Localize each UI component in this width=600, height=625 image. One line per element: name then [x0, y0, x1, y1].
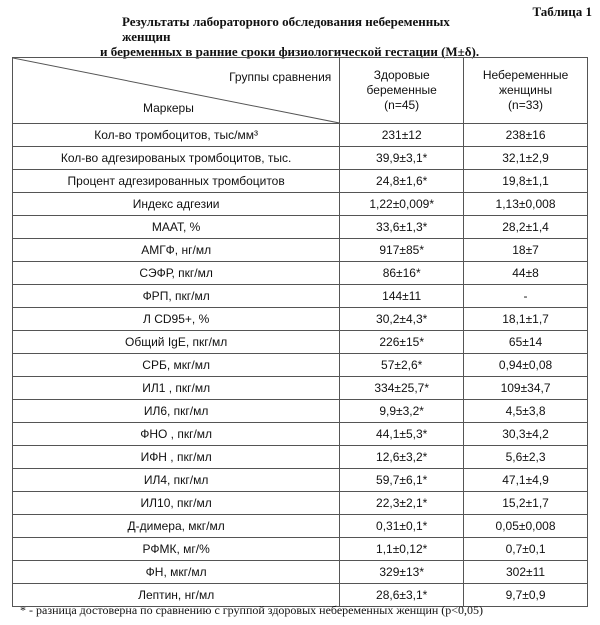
marker-cell: СЭФР, пкг/мл: [13, 262, 340, 285]
nonpregnant-value-cell: 238±16: [464, 124, 588, 147]
healthy-value-cell: 22,3±2,1*: [340, 492, 464, 515]
table-row: [13, 538, 588, 561]
header-nonpregnant-n: (n=33): [508, 98, 544, 112]
table-row: [13, 469, 588, 492]
marker-cell: Общий IgE, пкг/мл: [13, 331, 340, 354]
marker-cell: Индекс адгезии: [13, 193, 340, 216]
table-row: [13, 193, 588, 216]
table-row: [13, 239, 588, 262]
table-row: [13, 446, 588, 469]
nonpregnant-value-cell: 65±14: [464, 331, 588, 354]
nonpregnant-value-cell: 18,1±1,7: [464, 308, 588, 331]
header-healthy-pregnant: [340, 58, 464, 124]
header-healthy-line2: беременные: [366, 83, 437, 97]
healthy-value-cell: 44,1±5,3*: [340, 423, 464, 446]
nonpregnant-value-cell: 44±8: [464, 262, 588, 285]
marker-cell: ФРП, пкг/мл: [13, 285, 340, 308]
healthy-value-cell: 59,7±6,1*: [340, 469, 464, 492]
nonpregnant-value-cell: -: [464, 285, 588, 308]
groups-label: Группы сравнения: [229, 70, 332, 84]
healthy-value-cell: 144±11: [340, 285, 464, 308]
healthy-value-cell: 39,9±3,1*: [340, 147, 464, 170]
table-row: [13, 262, 588, 285]
marker-cell: Л CD95+, %: [13, 308, 340, 331]
marker-cell: СРБ, мкг/мл: [13, 354, 340, 377]
nonpregnant-value-cell: 0,05±0,008: [464, 515, 588, 538]
nonpregnant-value-cell: 109±34,7: [464, 377, 588, 400]
marker-cell: Кол-во адгезированых тромбоцитов, тыс.: [13, 147, 340, 170]
nonpregnant-value-cell: 9,7±0,9: [464, 584, 588, 607]
table-row: [13, 170, 588, 193]
markers-label: Маркеры: [143, 101, 194, 115]
healthy-value-cell: 33,6±1,3*: [340, 216, 464, 239]
healthy-value-cell: 24,8±1,6*: [340, 170, 464, 193]
table-row: [13, 377, 588, 400]
table-row: [13, 124, 588, 147]
nonpregnant-value-cell: 15,2±1,7: [464, 492, 588, 515]
table-row: [13, 147, 588, 170]
table-row: [13, 515, 588, 538]
table-row: [13, 285, 588, 308]
marker-cell: МААТ, %: [13, 216, 340, 239]
caption-line-2: и беременных в ранние сроки физиологической гестации (М±δ).: [100, 44, 480, 59]
table-row: [13, 561, 588, 584]
healthy-value-cell: 1,1±0,12*: [340, 538, 464, 561]
nonpregnant-value-cell: 1,13±0,008: [464, 193, 588, 216]
header-nonpregnant: [464, 58, 588, 124]
header-nonpregnant-line1: Небеременные: [482, 68, 569, 82]
healthy-value-cell: 0,31±0,1*: [340, 515, 464, 538]
nonpregnant-value-cell: 28,2±1,4: [464, 216, 588, 239]
healthy-value-cell: 329±13*: [340, 561, 464, 584]
caption-line-1: Результаты лабораторного обследования небеременных женщин: [122, 14, 450, 44]
marker-cell: Лептин, нг/мл: [13, 584, 340, 607]
healthy-value-cell: 30,2±4,3*: [340, 308, 464, 331]
table-row: [13, 354, 588, 377]
header-healthy-line1: Здоровые: [373, 68, 430, 82]
marker-cell: ИЛ1 , пкг/мл: [13, 377, 340, 400]
healthy-value-cell: 57±2,6*: [340, 354, 464, 377]
table-number-label: Таблица 1: [532, 4, 592, 19]
marker-cell: Д-димера, мкг/мл: [13, 515, 340, 538]
table-row: [13, 423, 588, 446]
healthy-value-cell: 28,6±3,1*: [340, 584, 464, 607]
healthy-value-cell: 9,9±3,2*: [340, 400, 464, 423]
nonpregnant-value-cell: 19,8±1,1: [464, 170, 588, 193]
marker-cell: ИФН , пкг/мл: [13, 446, 340, 469]
nonpregnant-value-cell: 18±7: [464, 239, 588, 262]
table-caption: [100, 14, 500, 59]
healthy-value-cell: 231±12: [340, 124, 464, 147]
marker-cell: Кол-во тромбоцитов, тыс/мм³: [13, 124, 340, 147]
healthy-value-cell: 334±25,7*: [340, 377, 464, 400]
header-healthy-n: (n=45): [384, 98, 420, 112]
healthy-value-cell: 1,22±0,009*: [340, 193, 464, 216]
nonpregnant-value-cell: 32,1±2,9: [464, 147, 588, 170]
marker-cell: ИЛ10, пкг/мл: [13, 492, 340, 515]
header-nonpregnant-line2: женщины: [498, 83, 553, 97]
marker-cell: ИЛ6, пкг/мл: [13, 400, 340, 423]
healthy-value-cell: 86±16*: [340, 262, 464, 285]
healthy-value-cell: 917±85*: [340, 239, 464, 262]
table-row: [13, 308, 588, 331]
nonpregnant-value-cell: 302±11: [464, 561, 588, 584]
table-row: [13, 331, 588, 354]
footnote: * - разница достоверна по сравнению с группой здоровых небеременных женщин (р<0,05): [20, 603, 484, 617]
nonpregnant-value-cell: 4,5±3,8: [464, 400, 588, 423]
table-header-row: [13, 58, 588, 124]
table-row: [13, 216, 588, 239]
table-row: [13, 492, 588, 515]
header-diagonal-cell: [13, 58, 340, 124]
marker-cell: ИЛ4, пкг/мл: [13, 469, 340, 492]
nonpregnant-value-cell: 0,94±0,08: [464, 354, 588, 377]
nonpregnant-value-cell: 30,3±4,2: [464, 423, 588, 446]
table-row: [13, 400, 588, 423]
nonpregnant-value-cell: 5,6±2,3: [464, 446, 588, 469]
marker-cell: РФМК, мг/%: [13, 538, 340, 561]
marker-cell: АМГФ, нг/мл: [13, 239, 340, 262]
marker-cell: ФН, мкг/мл: [13, 561, 340, 584]
healthy-value-cell: 12,6±3,2*: [340, 446, 464, 469]
marker-cell: Процент адгезированных тромбоцитов: [13, 170, 340, 193]
healthy-value-cell: 226±15*: [340, 331, 464, 354]
marker-cell: ФНО , пкг/мл: [13, 423, 340, 446]
nonpregnant-value-cell: 47,1±4,9: [464, 469, 588, 492]
results-table: [12, 57, 588, 607]
nonpregnant-value-cell: 0,7±0,1: [464, 538, 588, 561]
